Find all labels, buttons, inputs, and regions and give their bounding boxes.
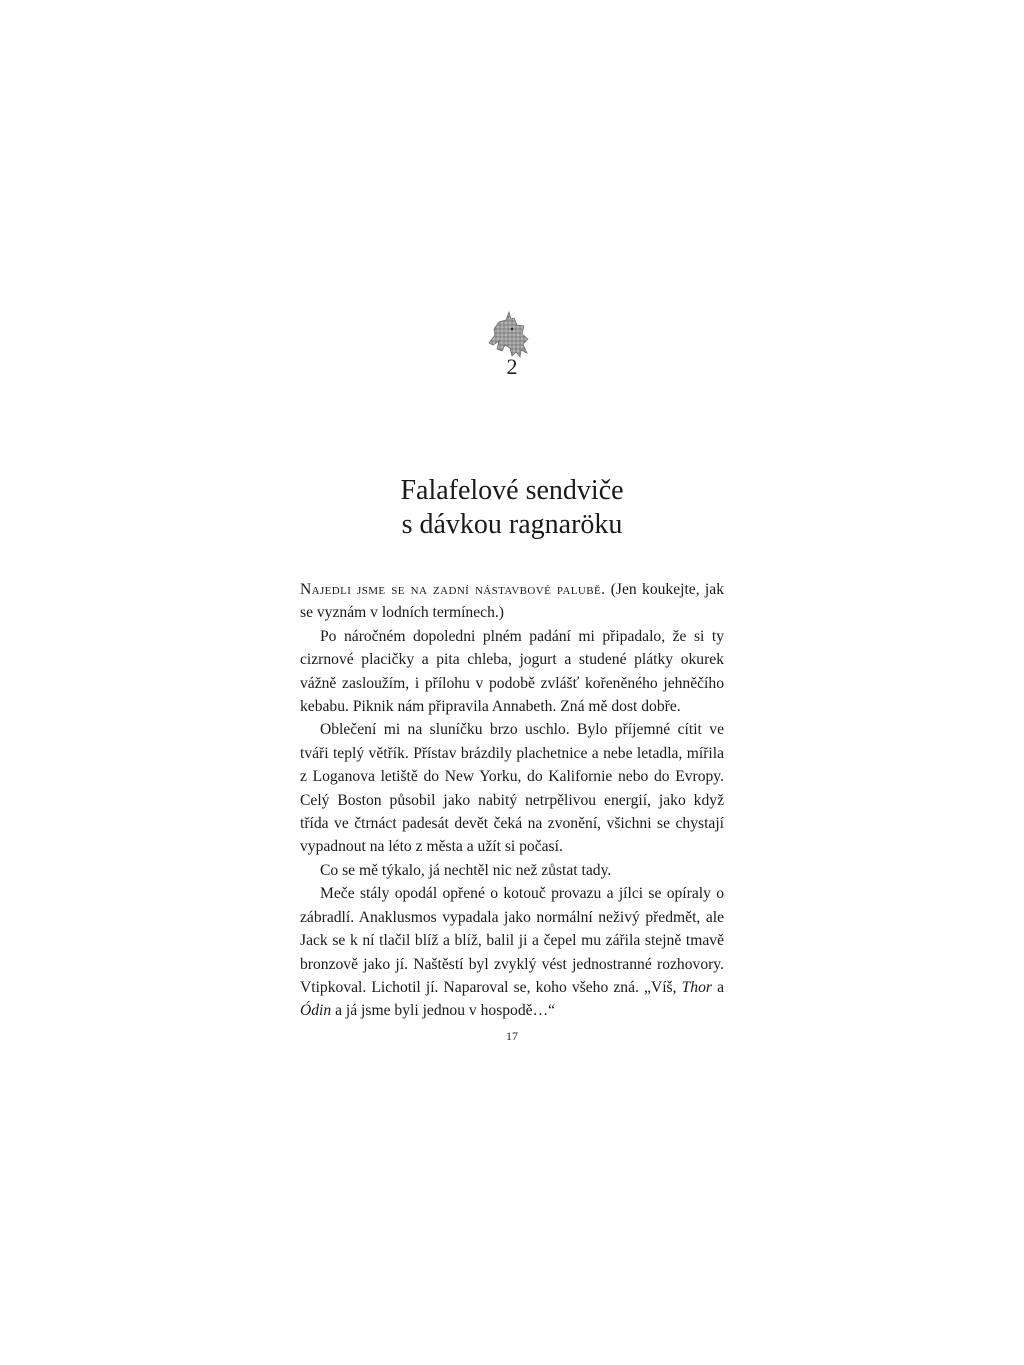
paragraph-3: Oblečení mi na sluníčku brzo uschlo. Bylo příjemné cítit ve tváři teplý větřík. Přístav brázdily plachetnice a nebe letadla, mířila z Loganova letiště do New Yorku, do Kalifornie nebo do Evropy. Celý Boston působil jako nabitý netrpělivou energií, jako když třída ve čtrnáct padesát devět čeká na zvonění, všichni se chystají vypadnout na léto z města a užít si počasí. xyxy=(300,721,724,856)
paragraph-5-part-b: a xyxy=(711,978,725,996)
page-number: 17 xyxy=(506,1029,518,1043)
opening-small-caps: Najedli jsme se na zadní nástavbové palubě. xyxy=(300,581,606,598)
italic-thor: Thor xyxy=(681,978,712,996)
chapter-title-line-1: Falafelové sendviče xyxy=(400,475,624,506)
chapter-number: 2 xyxy=(506,354,518,379)
paragraph-5-part-a: Meče stály opodál opřené o kotouč provazu a jílci se opíraly o zábradlí. Anaklusmos vypadala jako normální neživý předmět, ale Jack se k ní tlačil blíž a blíž, balil ji a čepel mu zářila stejně tmavě bronzově jako jí. Naštěstí byl zvyklý vést jednostranné rozhovory. Vtipkoval. Lichotil jí. Naparoval se, koho všeho zná. „Víš, xyxy=(300,885,724,996)
chapter-title xyxy=(300,474,724,542)
paragraph-4: Co se mě týkalo, já nechtěl nic než zůstat tady. xyxy=(320,861,612,879)
chapter-title-line-2: s dávkou ragnaröku xyxy=(401,509,623,540)
paragraph-1-rest: (Jen koukejte, jak se vyznám v lodních termínech.) xyxy=(300,581,724,622)
paragraph-1 xyxy=(300,578,724,625)
italic-odin: Ódin xyxy=(300,1002,332,1020)
chapter-body xyxy=(300,578,724,1023)
paragraph-2: Po náročném dopoledni plném padání mi připadalo, že si ty cizrnové placičky a pita chleba, jogurt a studené plátky okurek vážně zasloužím, i přílohu v podobě zvlášť kořeněného jehněčího kebabu. Piknik nám připravila Annabeth. Zná mě dost dobře. xyxy=(300,627,724,716)
paragraph-5-part-c: a já jsme byli jednou v hospodě…“ xyxy=(331,1002,556,1020)
paragraph-5 xyxy=(300,882,724,1022)
